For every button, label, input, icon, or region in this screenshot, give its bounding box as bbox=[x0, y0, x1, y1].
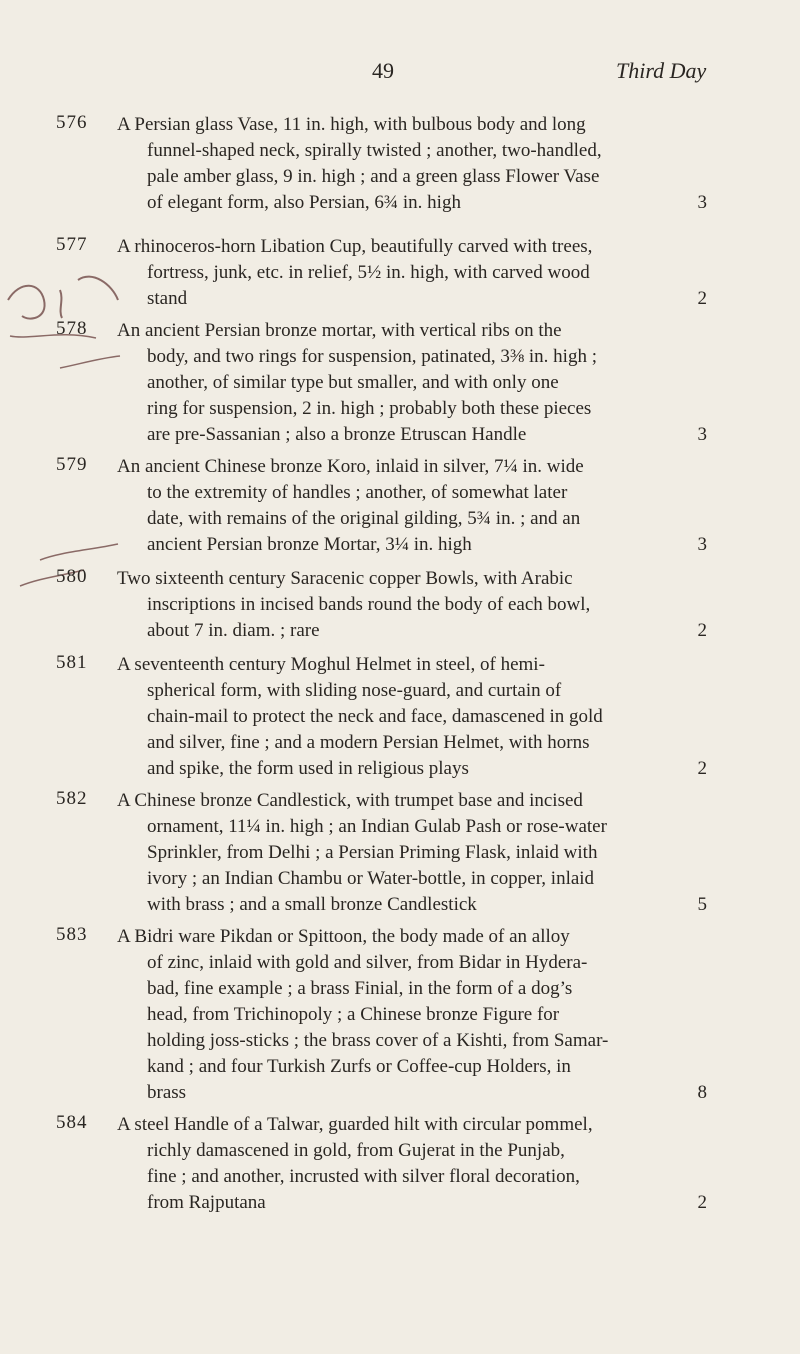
description-line: pale amber glass, 9 in. high ; and a green glass Flower Vase bbox=[147, 166, 600, 187]
lot-quantity: 3 bbox=[697, 534, 707, 555]
lot-number: 581 bbox=[56, 652, 88, 673]
description-line: An ancient Persian bronze mortar, with vertical ribs on the bbox=[117, 320, 562, 341]
description-line: A seventeenth century Moghul Helmet in steel, of hemi- bbox=[117, 654, 545, 675]
description-line: date, with remains of the original gilding, 5¾ in. ; and an bbox=[147, 508, 581, 529]
description-line: are pre-Sassanian ; also a bronze Etruscan Handle bbox=[147, 424, 527, 445]
description-line: stand bbox=[147, 288, 188, 309]
lot-quantity: 2 bbox=[697, 758, 707, 779]
description-line: another, of similar type but smaller, and with only one bbox=[147, 372, 559, 393]
description-line: and spike, the form used in religious plays bbox=[147, 758, 469, 779]
lot-description bbox=[117, 112, 707, 216]
description-line: brass bbox=[147, 1082, 187, 1103]
lot-description bbox=[117, 566, 707, 644]
page-header bbox=[0, 58, 800, 88]
description-line: An ancient Chinese bronze Koro, inlaid in silver, 7¼ in. wide bbox=[117, 456, 584, 477]
lot-quantity: 5 bbox=[697, 894, 707, 915]
description-line: bad, fine example ; a brass Finial, in the form of a dog’s bbox=[147, 978, 573, 999]
lot-number: 577 bbox=[56, 234, 88, 255]
description-line: to the extremity of handles ; another, of somewhat later bbox=[147, 482, 568, 503]
lot-number: 583 bbox=[56, 924, 88, 945]
lot-description bbox=[117, 454, 707, 558]
lot-quantity: 2 bbox=[697, 1192, 707, 1213]
description-line: spherical form, with sliding nose-guard, and curtain of bbox=[147, 680, 562, 701]
description-line: and silver, fine ; and a modern Persian Helmet, with horns bbox=[147, 732, 590, 753]
description-line: Sprinkler, from Delhi ; a Persian Priming Flask, inlaid with bbox=[147, 842, 598, 863]
description-line: ring for suspension, 2 in. high ; probably both these pieces bbox=[147, 398, 592, 419]
lot-quantity: 3 bbox=[697, 424, 707, 445]
lot-quantity: 2 bbox=[697, 288, 707, 309]
description-line: funnel-shaped neck, spirally twisted ; another, two-handled, bbox=[147, 140, 602, 161]
lot-number: 576 bbox=[56, 112, 88, 133]
description-line: head, from Trichinopoly ; a Chinese bronze Figure for bbox=[147, 1004, 560, 1025]
description-line: Two sixteenth century Saracenic copper Bowls, with Arabic bbox=[117, 568, 573, 589]
description-line: A steel Handle of a Talwar, guarded hilt with circular pommel, bbox=[117, 1114, 593, 1135]
description-line: of elegant form, also Persian, 6¾ in. high bbox=[147, 192, 461, 213]
lot-quantity: 3 bbox=[697, 192, 707, 213]
lot-description bbox=[117, 234, 707, 312]
description-line: ivory ; an Indian Chambu or Water-bottle, in copper, inlaid bbox=[147, 868, 595, 889]
description-line: holding joss-sticks ; the brass cover of a Kishti, from Samar- bbox=[147, 1030, 609, 1051]
lot-description bbox=[117, 652, 707, 782]
lot-number: 582 bbox=[56, 788, 88, 809]
description-line: fortress, junk, etc. in relief, 5½ in. high, with carved wood bbox=[147, 262, 590, 283]
lot-quantity: 8 bbox=[697, 1082, 707, 1103]
description-line: kand ; and four Turkish Zurfs or Coffee-cup Holders, in bbox=[147, 1056, 571, 1077]
page-number: 49 bbox=[372, 58, 394, 83]
description-line: inscriptions in incised bands round the body of each bowl, bbox=[147, 594, 591, 615]
description-line: from Rajputana bbox=[147, 1192, 266, 1213]
description-line: with brass ; and a small bronze Candlestick bbox=[147, 894, 477, 915]
description-line: body, and two rings for suspension, patinated, 3⅜ in. high ; bbox=[147, 346, 597, 367]
lot-number: 578 bbox=[56, 318, 88, 339]
description-line: chain-mail to protect the neck and face, damascened in gold bbox=[147, 706, 603, 727]
description-line: A Chinese bronze Candlestick, with trumpet base and incised bbox=[117, 790, 583, 811]
description-line: A Bidri ware Pikdan or Spittoon, the body made of an alloy bbox=[117, 926, 570, 947]
lot-number: 580 bbox=[56, 566, 88, 587]
lot-quantity: 2 bbox=[697, 620, 707, 641]
description-line: fine ; and another, incrusted with silver floral decoration, bbox=[147, 1166, 580, 1187]
description-line: of zinc, inlaid with gold and silver, from Bidar in Hydera- bbox=[147, 952, 588, 973]
running-title: Third Day bbox=[616, 58, 707, 83]
lot-description bbox=[117, 318, 707, 448]
lot-description bbox=[117, 924, 707, 1106]
lot-number: 579 bbox=[56, 454, 88, 475]
description-line: A Persian glass Vase, 11 in. high, with bulbous body and long bbox=[117, 114, 586, 135]
description-line: ornament, 11¼ in. high ; an Indian Gulab Pash or rose-water bbox=[147, 816, 607, 837]
lot-description bbox=[117, 1112, 707, 1216]
lot-description bbox=[117, 788, 707, 918]
description-line: about 7 in. diam. ; rare bbox=[147, 620, 320, 641]
description-line: richly damascened in gold, from Gujerat in the Punjab, bbox=[147, 1140, 565, 1161]
lot-number: 584 bbox=[56, 1112, 88, 1133]
description-line: ancient Persian bronze Mortar, 3¼ in. high bbox=[147, 534, 472, 555]
description-line: A rhinoceros-horn Libation Cup, beautifully carved with trees, bbox=[117, 236, 593, 257]
